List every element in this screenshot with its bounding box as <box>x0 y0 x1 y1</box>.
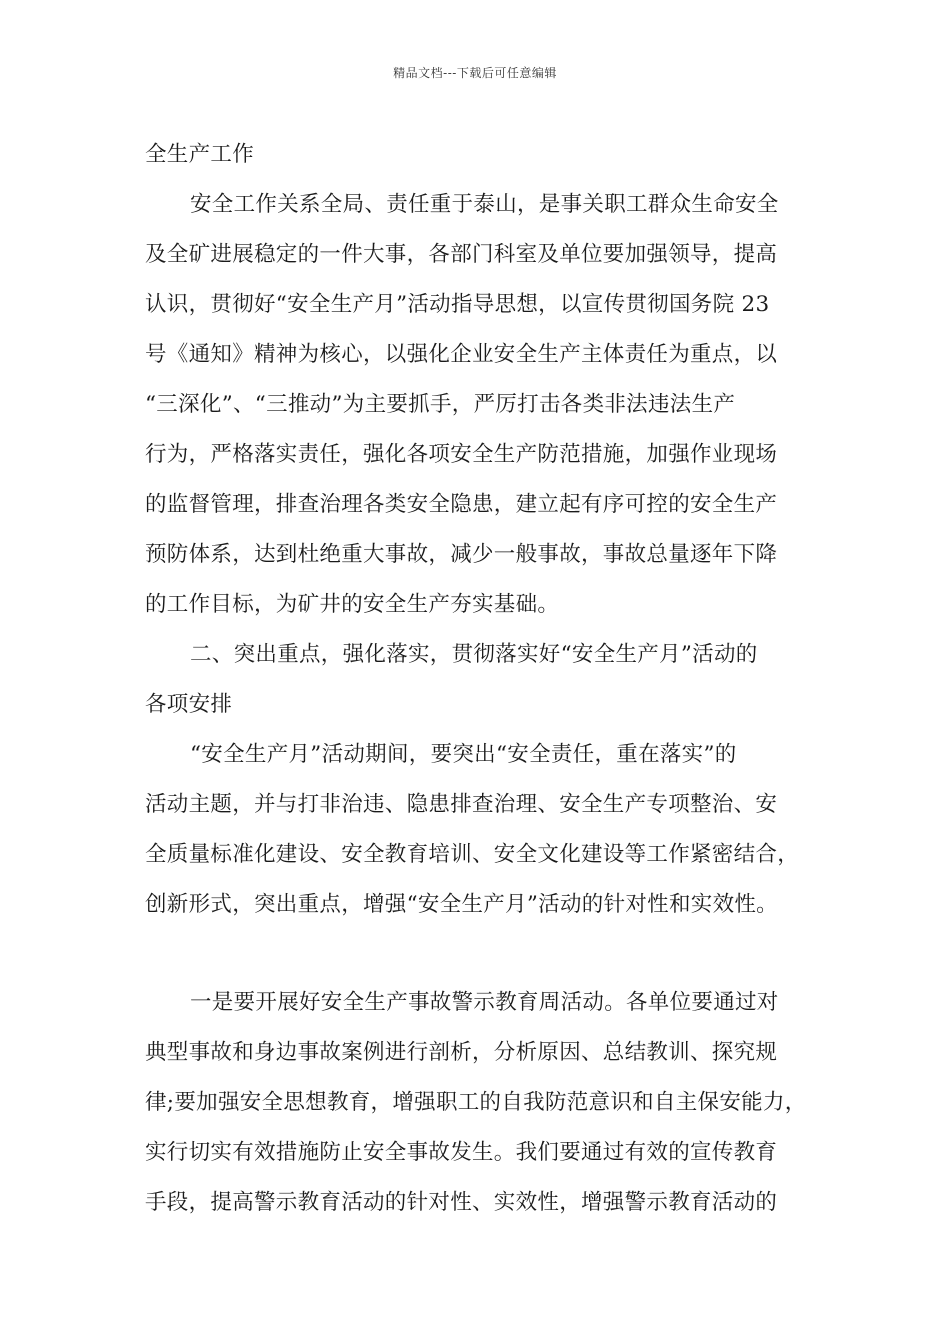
section-heading-line: 各项安排 <box>145 692 233 717</box>
text-line: “三深化”、“三推动”为主要抓手，严厉打击各类非法违法生产 <box>145 392 736 417</box>
text-line: 全生产工作 <box>145 142 255 167</box>
text-line: 活动主题，并与打非治违、隐患排查治理、安全生产专项整治、安 <box>145 792 778 817</box>
text-line: 安全工作关系全局、责任重于泰山，是事关职工群众生命安全 <box>190 192 779 217</box>
text-line: 及全矿进展稳定的一件大事，各部门科室及单位要加强领导，提高 <box>145 242 778 267</box>
section-heading-line: 二、突出重点，强化落实，贯彻落实好“安全生产月”活动的 <box>190 642 758 667</box>
text-line: 手段，提高警示教育活动的针对性、实效性，增强警示教育活动的 <box>145 1190 778 1215</box>
text-line: “安全生产月”活动期间，要突出“安全责任，重在落实”的 <box>190 742 737 767</box>
text-line: 创新形式，突出重点，增强“安全生产月”活动的针对性和实效性。 <box>145 892 778 917</box>
text-line: 行为，严格落实责任，强化各项安全生产防范措施，加强作业现场 <box>145 442 778 467</box>
text-line: 一是要开展好安全生产事故警示教育周活动。各单位要通过对 <box>190 990 779 1015</box>
paragraph-gap <box>145 930 825 978</box>
text-line: 的监督管理，排查治理各类安全隐患，建立起有序可控的安全生产 <box>145 492 778 517</box>
text-line: 典型事故和身边事故案例进行剖析，分析原因、总结教训、探究规 <box>145 1040 778 1065</box>
document-body <box>145 130 825 1228</box>
text-line: 全质量标准化建设、安全教育培训、安全文化建设等工作紧密结合， <box>145 842 800 867</box>
text-line: 预防体系，达到杜绝重大事故，减少一般事故，事故总量逐年下降 <box>145 542 778 567</box>
text-line: 实行切实有效措施防止安全事故发生。我们要通过有效的宣传教育 <box>145 1140 778 1165</box>
text-line: 号《通知》精神为核心，以强化企业安全生产主体责任为重点，以 <box>145 342 778 367</box>
text-line: 律;要加强安全思想教育，增强职工的自我防范意识和自主保安能力， <box>145 1090 807 1115</box>
text-line: 的工作目标，为矿井的安全生产夯实基础。 <box>145 592 560 617</box>
page-header: 精品文档---下载后可任意编辑 <box>393 66 557 80</box>
text-line: 认识，贯彻好“安全生产月”活动指导思想，以宣传贯彻国务院 23 <box>145 292 770 317</box>
